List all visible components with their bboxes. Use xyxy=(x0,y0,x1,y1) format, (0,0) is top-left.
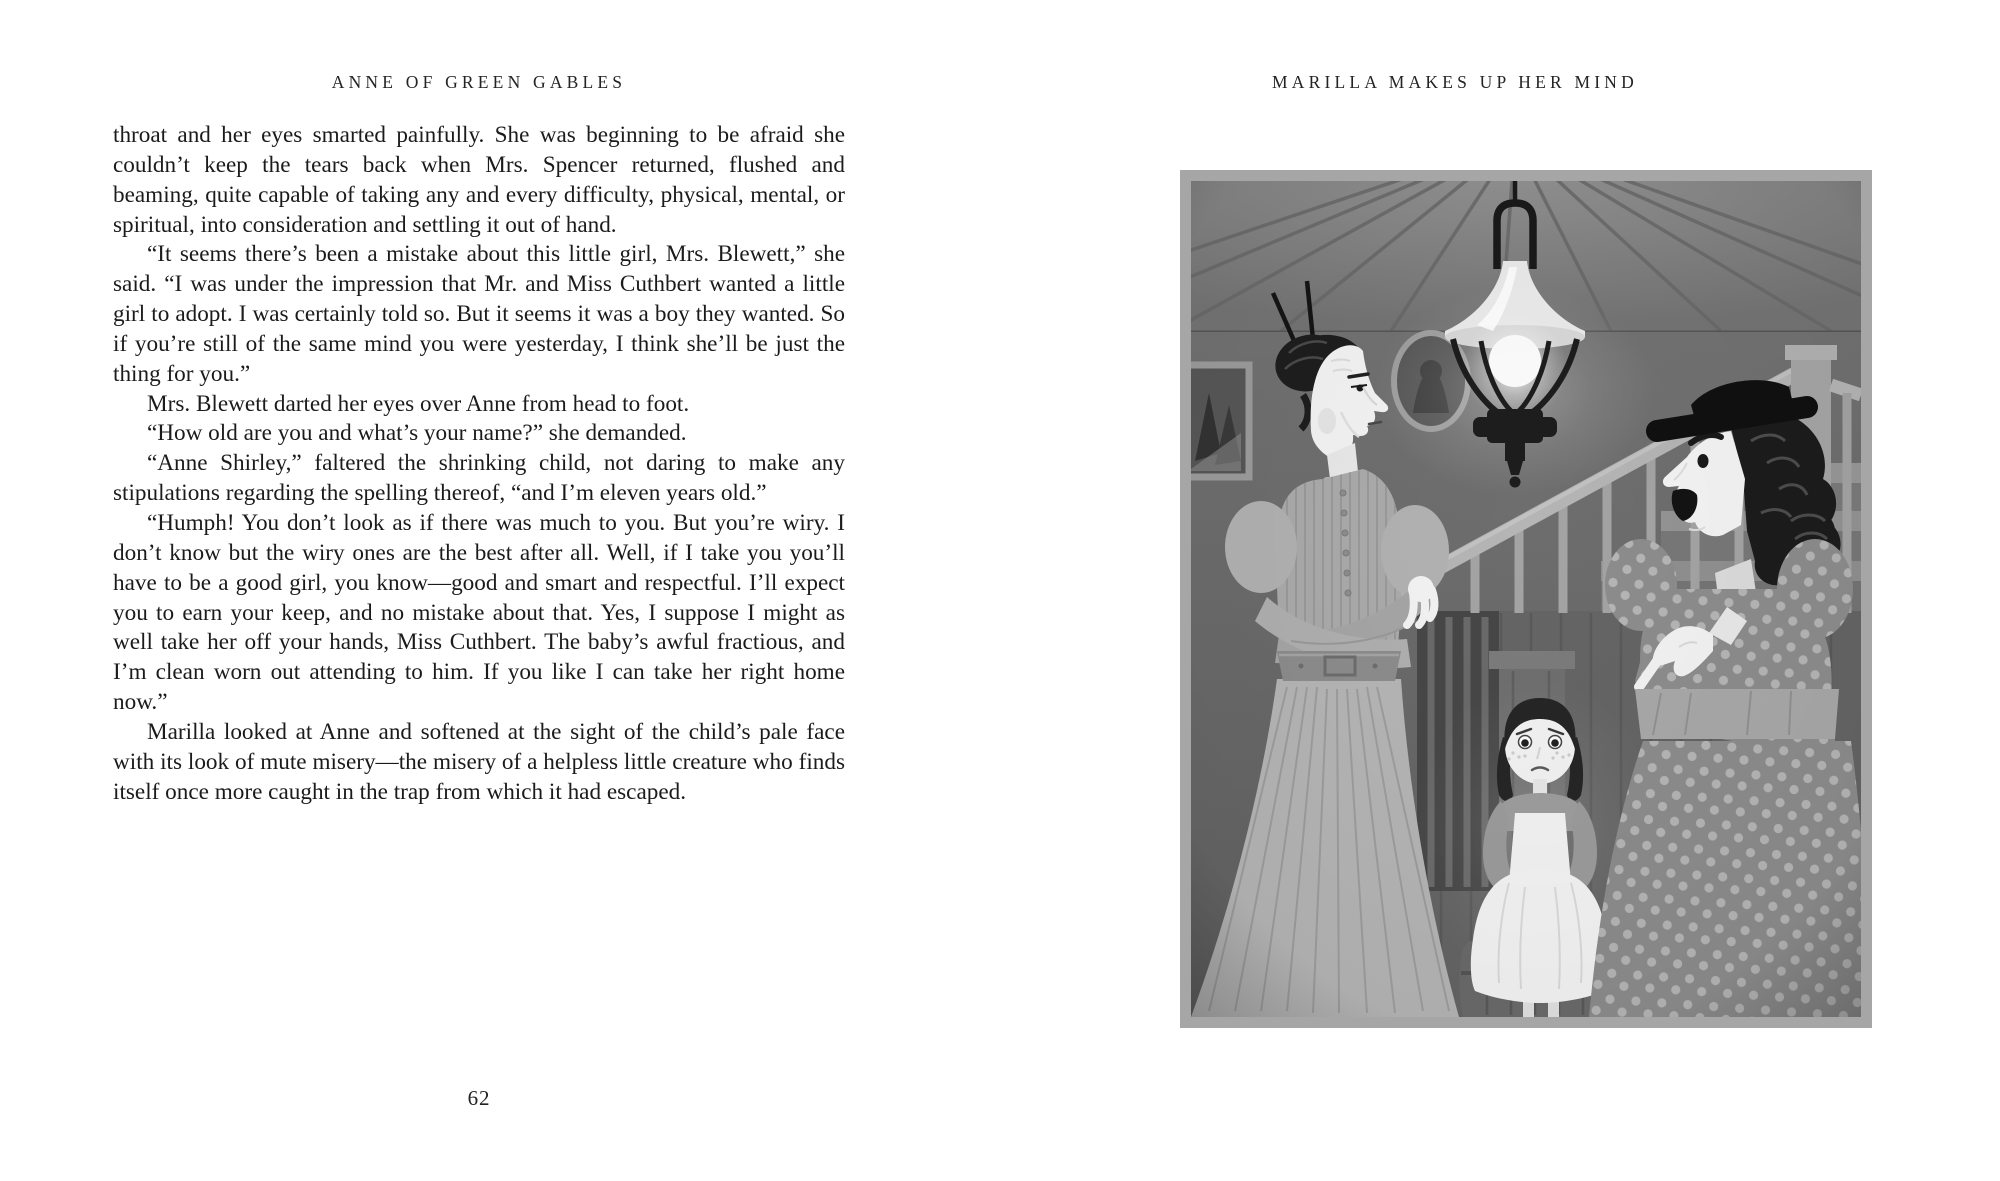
paragraph: “It seems there’s been a mistake about this little girl, Mrs. Blewett,” she said. “I was under the impression that Mr. and Miss Cuthbert wanted a little girl to adopt. I was certainly told so. But it seems it was a boy they wanted. So if you’re still of the same mind you were yesterday, I think she’ll be just the thing for you.” xyxy=(113,241,845,387)
paragraph: Marilla looked at Anne and softened at the sight of the child’s pale face with its look of mute misery—the misery of a helpless little creature who finds itself once more caught in the trap from which it had escaped. xyxy=(113,718,845,805)
left-page-text xyxy=(113,121,845,807)
paragraph: throat and her eyes smarted painfully. She was beginning to be afraid she couldn’t keep the tears back when Mrs. Spencer returned, flushed and beaming, quite capable of taking any and every difficulty, physical, mental, or spiritual, into consideration and settling it out of hand. xyxy=(113,122,845,238)
page-number: 62 xyxy=(467,1086,491,1110)
vignette xyxy=(1191,181,1861,1017)
left-running-header: ANNE OF GREEN GABLES xyxy=(331,72,627,92)
paragraph: “Anne Shirley,” faltered the shrinking child, not daring to make any stipulations regarding the spelling thereof, “and I’m eleven years old.” xyxy=(113,450,845,507)
paragraph: “How old are you and what’s your name?” she demanded. xyxy=(147,420,687,447)
paragraph: Mrs. Blewett darted her eyes over Anne from head to foot. xyxy=(147,390,690,417)
paragraph: “Humph! You don’t look as if there was much to you. But you’re wiry. I don’t know but the wiry ones are the best after all. Well, if I take you you’ll have to be a good girl, you know—good and smart and respectful. I’ll expect you to earn your keep, and no mistake about that. Yes, I suppose I might as well take her off your hands, Miss Cuthbert. The baby’s awful fractious, and I’m clean worn out attending to him. If you like I can take her right home now.” xyxy=(113,509,845,716)
right-running-header: MARILLA MAKES UP HER MIND xyxy=(1272,72,1638,92)
illustration-frame xyxy=(1180,170,1872,1028)
illustration xyxy=(1191,181,1861,1017)
